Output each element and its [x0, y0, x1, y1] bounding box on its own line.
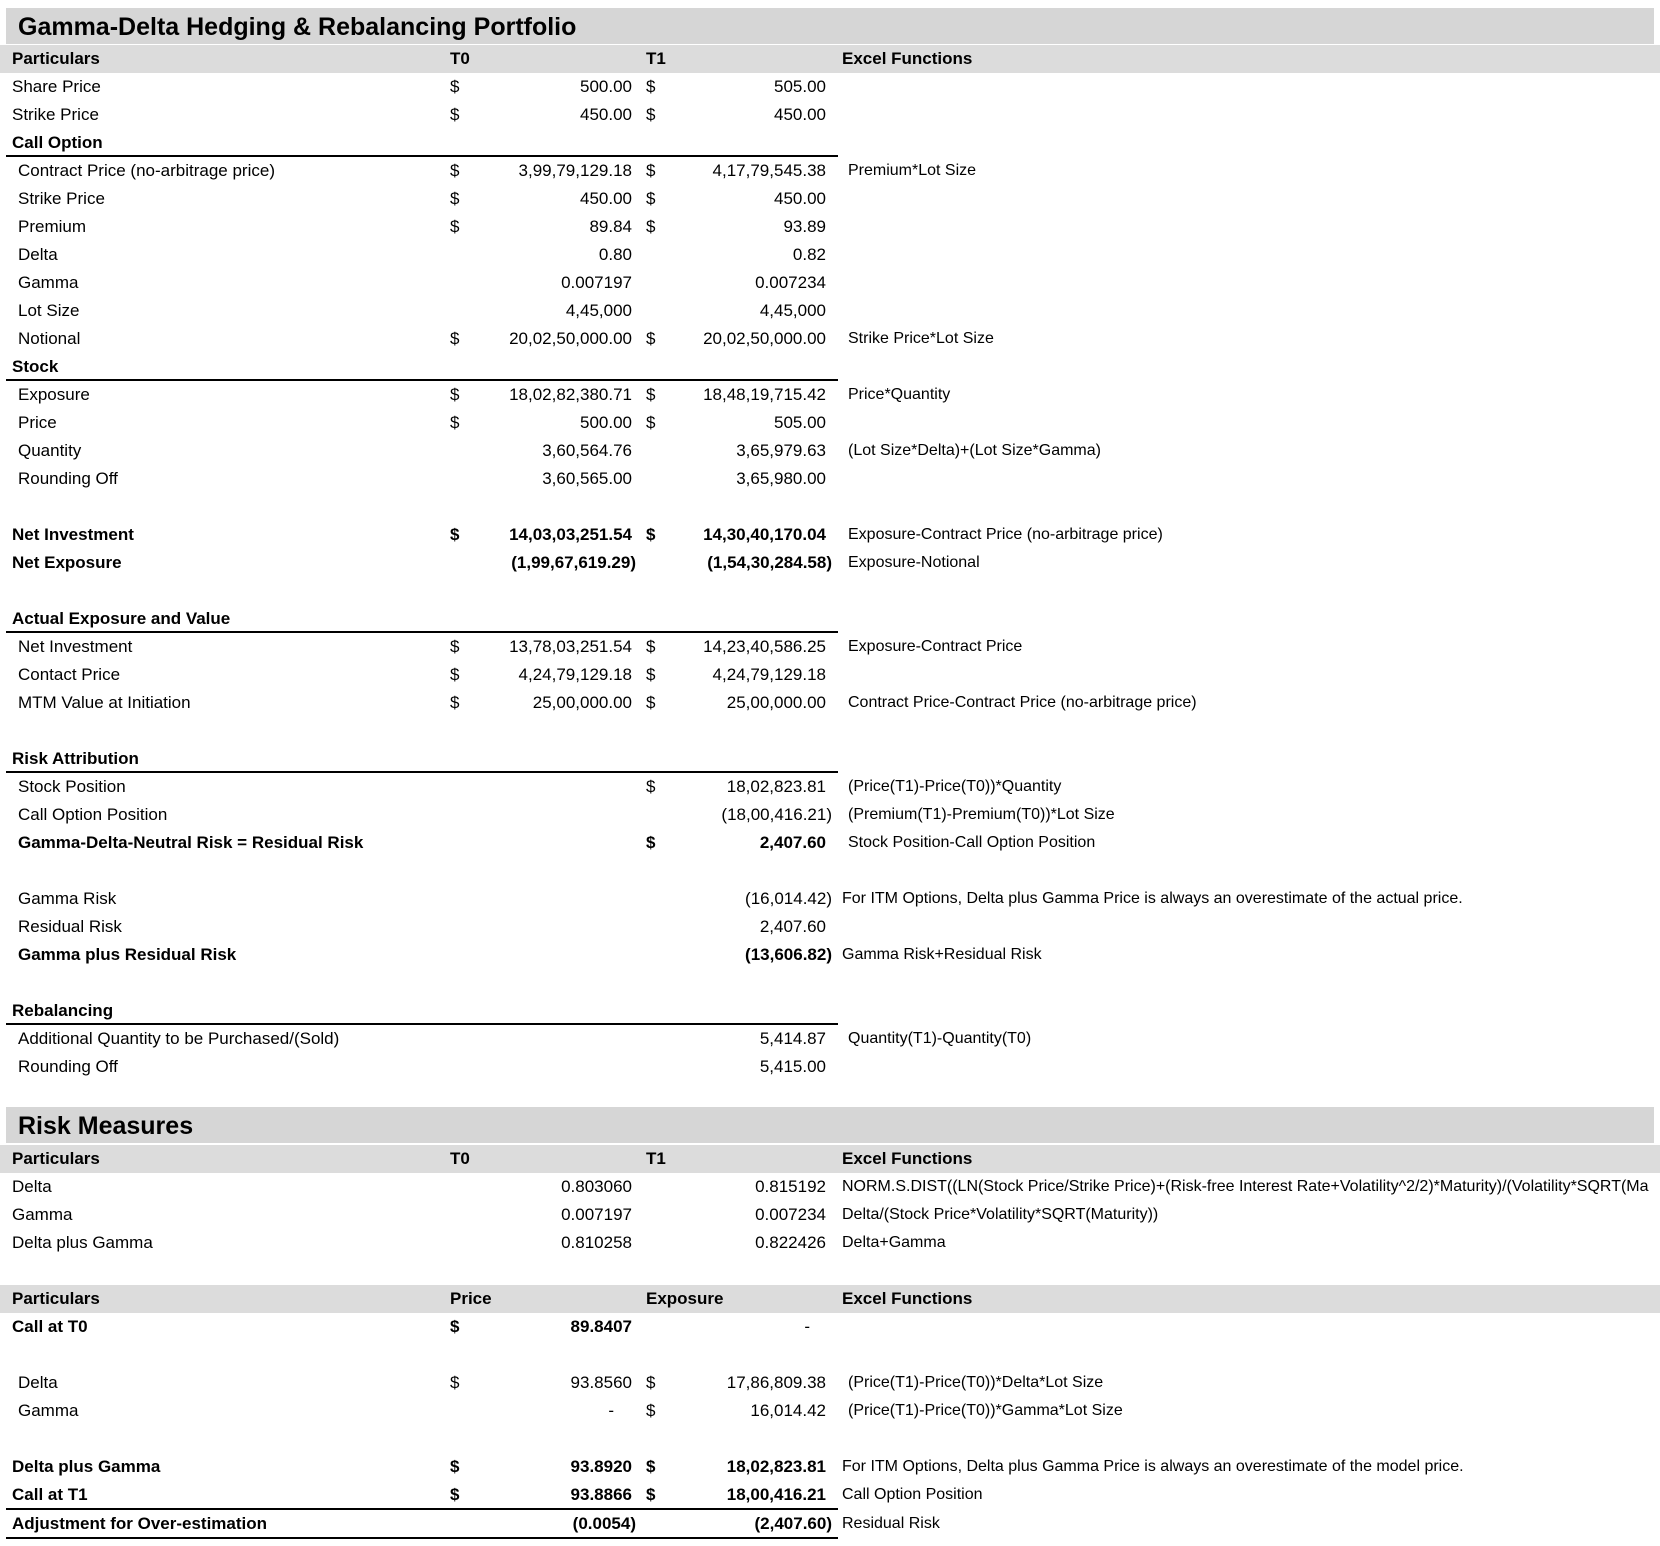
currency-symbol: $	[646, 329, 656, 348]
value-t0: 450.00	[580, 189, 632, 208]
excel-function: Contract Price-Contract Price (no-arbitrage price)	[848, 694, 1197, 711]
table-row	[0, 1369, 1660, 1397]
currency-symbol: $	[450, 161, 460, 180]
excel-function: Delta/(Stock Price*Volatility*SQRT(Maturity))	[842, 1206, 1159, 1223]
value-t0: 3,60,565.00	[542, 469, 632, 488]
row-label: Exposure	[18, 385, 90, 404]
row-label: Gamma	[12, 1205, 73, 1224]
table-row	[0, 409, 1660, 437]
table-row	[0, 241, 1660, 269]
value-t1: 0.007234	[755, 1205, 826, 1224]
header-t1: T1	[646, 49, 666, 68]
table-row	[0, 829, 1660, 857]
value-t1: 20,02,50,000.00	[703, 329, 826, 348]
excel-function: For ITM Options, Delta plus Gamma Price is always an overestimate of the actual price.	[842, 890, 1463, 907]
value-t1: 18,02,823.81	[726, 777, 826, 796]
excel-function: Premium*Lot Size	[848, 162, 977, 179]
section-heading-rebalancing: Rebalancing	[12, 1001, 114, 1020]
table-row	[0, 521, 1660, 549]
row-label: Net Investment	[18, 637, 133, 656]
section-heading-row	[0, 605, 1660, 633]
value-price: -	[608, 1401, 614, 1420]
section-heading-stock: Stock	[12, 357, 59, 376]
table-row	[0, 157, 1660, 185]
section-heading-risk-attribution: Risk Attribution	[12, 749, 139, 768]
table-row	[0, 1510, 1660, 1538]
table-row	[0, 1201, 1660, 1229]
row-label: Call at T0	[12, 1317, 88, 1336]
value-t1: 4,17,79,545.38	[712, 161, 826, 180]
table-row	[0, 269, 1660, 297]
value-exposure: -	[804, 1317, 810, 1336]
value-t1: 0.007234	[755, 273, 826, 292]
currency-symbol: $	[646, 1485, 656, 1504]
row-label: Delta plus Gamma	[12, 1457, 161, 1476]
currency-symbol: $	[646, 189, 656, 208]
table-row	[0, 1025, 1660, 1053]
excel-function: Call Option Position	[842, 1486, 983, 1503]
row-label: Delta	[18, 245, 58, 264]
value-t0: 500.00	[580, 413, 632, 432]
header-row	[0, 1145, 1660, 1173]
value-t1: 18,48,19,715.42	[703, 385, 826, 404]
header-t0: T0	[450, 49, 470, 68]
value-t1: 505.00	[774, 77, 826, 96]
value-t0: 14,03,03,251.54	[509, 525, 632, 544]
value-t1: 3,65,980.00	[736, 469, 826, 488]
value-price: 93.8920	[570, 1457, 632, 1476]
header-price: Price	[450, 1289, 492, 1308]
title-band	[6, 8, 1654, 44]
header-particulars: Particulars	[12, 1289, 100, 1308]
row-label: Call Option Position	[18, 805, 168, 824]
value-t0: 13,78,03,251.54	[509, 637, 632, 656]
excel-function: Exposure-Contract Price (no-arbitrage price)	[848, 526, 1163, 543]
value-t1: 0.815192	[755, 1177, 826, 1196]
value-t1: 93.89	[783, 217, 826, 236]
row-label: Strike Price	[12, 105, 99, 124]
currency-symbol: $	[646, 665, 656, 684]
value-t0: (1,99,67,619.29)	[511, 553, 636, 572]
currency-symbol: $	[450, 385, 460, 404]
row-label: Notional	[18, 329, 81, 348]
value-t1: 4,45,000	[759, 301, 826, 320]
value-t0: 500.00	[580, 77, 632, 96]
row-label: MTM Value at Initiation	[18, 693, 191, 712]
header-excel-functions: Excel Functions	[842, 1289, 973, 1308]
excel-function: (Price(T1)-Price(T0))*Delta*Lot Size	[848, 1374, 1104, 1391]
table-row	[0, 465, 1660, 493]
value-price: 89.8407	[570, 1317, 632, 1336]
section-heading-row	[0, 353, 1660, 381]
currency-symbol: $	[450, 413, 460, 432]
currency-symbol: $	[450, 329, 460, 348]
row-label: Delta plus Gamma	[12, 1233, 153, 1252]
section-heading-call-option: Call Option	[12, 133, 103, 152]
row-label: Quantity	[18, 441, 82, 460]
currency-symbol: $	[450, 693, 460, 712]
header-particulars: Particulars	[12, 1149, 100, 1168]
row-label: Rounding Off	[18, 1057, 118, 1076]
currency-symbol: $	[646, 217, 656, 236]
currency-symbol: $	[646, 777, 656, 796]
row-label: Stock Position	[18, 777, 126, 796]
value-t0: 0.810258	[561, 1233, 632, 1252]
table-row	[0, 633, 1660, 661]
row-label: Gamma	[18, 273, 79, 292]
excel-function: For ITM Options, Delta plus Gamma Price is always an overestimate of the model price.	[842, 1458, 1464, 1475]
row-label: Strike Price	[18, 189, 105, 208]
row-label: Lot Size	[18, 301, 80, 320]
value-t0: 89.84	[589, 217, 632, 236]
row-label: Net Exposure	[12, 553, 122, 572]
currency-symbol: $	[450, 1373, 460, 1392]
currency-symbol: $	[646, 77, 656, 96]
excel-function: Quantity(T1)-Quantity(T0)	[848, 1030, 1032, 1047]
header-row	[0, 1285, 1660, 1313]
value-exposure: 17,86,809.38	[726, 1373, 826, 1392]
total-bottom-border	[6, 1537, 838, 1539]
table-row	[0, 773, 1660, 801]
header-t0: T0	[450, 1149, 470, 1168]
table-row	[0, 1173, 1660, 1201]
value-t0: 25,00,000.00	[532, 693, 632, 712]
section-heading-actual-exposure: Actual Exposure and Value	[12, 609, 231, 628]
value-t0: 0.80	[598, 245, 632, 264]
value-price: 93.8866	[570, 1485, 632, 1504]
value-t1: 25,00,000.00	[726, 693, 826, 712]
currency-symbol: $	[450, 637, 460, 656]
row-label: Call at T1	[12, 1485, 88, 1504]
currency-symbol: $	[450, 665, 460, 684]
table-row	[0, 801, 1660, 829]
value-t0: 20,02,50,000.00	[509, 329, 632, 348]
value-t1: 14,30,40,170.04	[703, 525, 826, 544]
value-t1: 5,414.87	[759, 1029, 826, 1048]
row-label: Delta	[18, 1373, 58, 1392]
excel-function: Delta+Gamma	[842, 1234, 946, 1251]
excel-function: (Premium(T1)-Premium(T0))*Lot Size	[848, 806, 1115, 823]
header-excel-functions: Excel Functions	[842, 1149, 973, 1168]
excel-function: Exposure-Notional	[848, 554, 980, 571]
value-t1: (1,54,30,284.58)	[707, 553, 832, 572]
table-row	[0, 297, 1660, 325]
value-price: (0.0054)	[572, 1514, 636, 1533]
table-row	[0, 1313, 1660, 1341]
row-label: Premium	[18, 217, 87, 236]
table-row	[0, 913, 1660, 941]
excel-function: Price*Quantity	[848, 386, 951, 403]
excel-function: Gamma Risk+Residual Risk	[842, 946, 1042, 963]
row-label: Gamma-Delta-Neutral Risk = Residual Risk	[18, 833, 364, 852]
value-t1: (13,606.82)	[745, 945, 832, 964]
value-t0: 450.00	[580, 105, 632, 124]
currency-symbol: $	[450, 105, 460, 124]
table-row	[0, 1481, 1660, 1509]
table-row	[0, 185, 1660, 213]
header-excel-functions: Excel Functions	[842, 49, 973, 68]
excel-function: Residual Risk	[842, 1515, 940, 1532]
row-label: Net Investment	[12, 525, 134, 544]
header-particulars: Particulars	[12, 49, 100, 68]
header-t1: T1	[646, 1149, 666, 1168]
currency-symbol: $	[450, 1485, 460, 1504]
currency-symbol: $	[646, 693, 656, 712]
currency-symbol: $	[450, 1317, 460, 1336]
row-label: Share Price	[12, 77, 101, 96]
table-row	[0, 101, 1660, 129]
table-row	[0, 325, 1660, 353]
row-label: Gamma	[18, 1401, 79, 1420]
table-row	[0, 73, 1660, 101]
currency-symbol: $	[646, 105, 656, 124]
currency-symbol: $	[450, 1457, 460, 1476]
value-exposure: 16,014.42	[750, 1401, 826, 1420]
row-label: Additional Quantity to be Purchased/(Sold)	[18, 1029, 340, 1048]
row-label: Delta	[12, 1177, 52, 1196]
currency-symbol: $	[646, 1457, 656, 1476]
excel-function: (Price(T1)-Price(T0))*Quantity	[848, 778, 1062, 795]
table-row	[0, 549, 1660, 577]
value-t1: 4,24,79,129.18	[712, 665, 826, 684]
value-price: 93.8560	[570, 1373, 632, 1392]
table-row	[0, 1229, 1660, 1257]
value-t0: 3,99,79,129.18	[518, 161, 632, 180]
table-row	[0, 661, 1660, 689]
value-t1: 14,23,40,586.25	[703, 637, 826, 656]
value-t1: 2,407.60	[759, 833, 826, 852]
value-t0: 0.803060	[561, 1177, 632, 1196]
page-title: Gamma-Delta Hedging & Rebalancing Portfolio	[18, 13, 577, 41]
currency-symbol: $	[646, 833, 656, 852]
value-exposure: 18,02,823.81	[726, 1457, 826, 1476]
currency-symbol: $	[450, 189, 460, 208]
risk-measures-title: Risk Measures	[18, 1112, 194, 1140]
header-row	[0, 45, 1660, 73]
excel-function: (Price(T1)-Price(T0))*Gamma*Lot Size	[848, 1402, 1123, 1419]
value-t1: (16,014.42)	[745, 889, 832, 908]
excel-function: (Lot Size*Delta)+(Lot Size*Gamma)	[848, 442, 1101, 459]
table-row	[0, 689, 1660, 717]
row-label: Rounding Off	[18, 469, 118, 488]
value-t1: 5,415.00	[759, 1057, 826, 1076]
table-row	[0, 1397, 1660, 1425]
row-label: Contract Price (no-arbitrage price)	[18, 161, 275, 180]
header-exposure: Exposure	[646, 1289, 724, 1308]
value-t1: 2,407.60	[759, 917, 826, 936]
value-exposure: (2,407.60)	[754, 1514, 832, 1533]
currency-symbol: $	[646, 1401, 656, 1420]
table-row	[0, 381, 1660, 409]
value-t1: 505.00	[774, 413, 826, 432]
excel-function: NORM.S.DIST((LN(Stock Price/Strike Price)+(Risk-free Interest Rate+Volatility^2/2)*Maturity)/(Volatility*SQRT(Ma	[842, 1178, 1649, 1195]
table-row	[0, 1453, 1660, 1481]
currency-symbol: $	[646, 413, 656, 432]
section-heading-row	[0, 129, 1660, 157]
table-row	[0, 1053, 1660, 1081]
row-label: Contact Price	[18, 665, 121, 684]
excel-function: Stock Position-Call Option Position	[848, 834, 1096, 851]
currency-symbol: $	[450, 77, 460, 96]
value-t1: 0.82	[792, 245, 826, 264]
section-heading-row	[0, 997, 1660, 1025]
row-label: Price	[18, 413, 57, 432]
value-t0: 3,60,564.76	[542, 441, 632, 460]
value-t1: (18,00,416.21)	[721, 805, 832, 824]
row-label: Gamma Risk	[18, 889, 117, 908]
currency-symbol: $	[450, 525, 460, 544]
value-exposure: 18,00,416.21	[726, 1485, 826, 1504]
currency-symbol: $	[646, 525, 656, 544]
value-t1: 3,65,979.63	[736, 441, 826, 460]
table-row	[0, 437, 1660, 465]
currency-symbol: $	[646, 1373, 656, 1392]
table-row	[0, 941, 1660, 969]
value-t1: 450.00	[774, 189, 826, 208]
value-t0: 4,45,000	[565, 301, 632, 320]
section-heading-row	[0, 745, 1660, 773]
value-t1: 450.00	[774, 105, 826, 124]
row-label: Gamma plus Residual Risk	[18, 945, 237, 964]
value-t0: 18,02,82,380.71	[509, 385, 632, 404]
excel-function: Exposure-Contract Price	[848, 638, 1023, 655]
currency-symbol: $	[646, 637, 656, 656]
value-t0: 0.007197	[561, 1205, 632, 1224]
value-t0: 0.007197	[561, 273, 632, 292]
excel-function: Strike Price*Lot Size	[848, 330, 994, 347]
value-t1: 0.822426	[755, 1233, 826, 1252]
table-row	[0, 885, 1660, 913]
currency-symbol: $	[450, 217, 460, 236]
currency-symbol: $	[646, 385, 656, 404]
row-label: Adjustment for Over-estimation	[12, 1514, 268, 1533]
row-label: Residual Risk	[18, 917, 122, 936]
risk-measures-band	[6, 1107, 1654, 1143]
table-row	[0, 213, 1660, 241]
currency-symbol: $	[646, 161, 656, 180]
value-t0: 4,24,79,129.18	[518, 665, 632, 684]
